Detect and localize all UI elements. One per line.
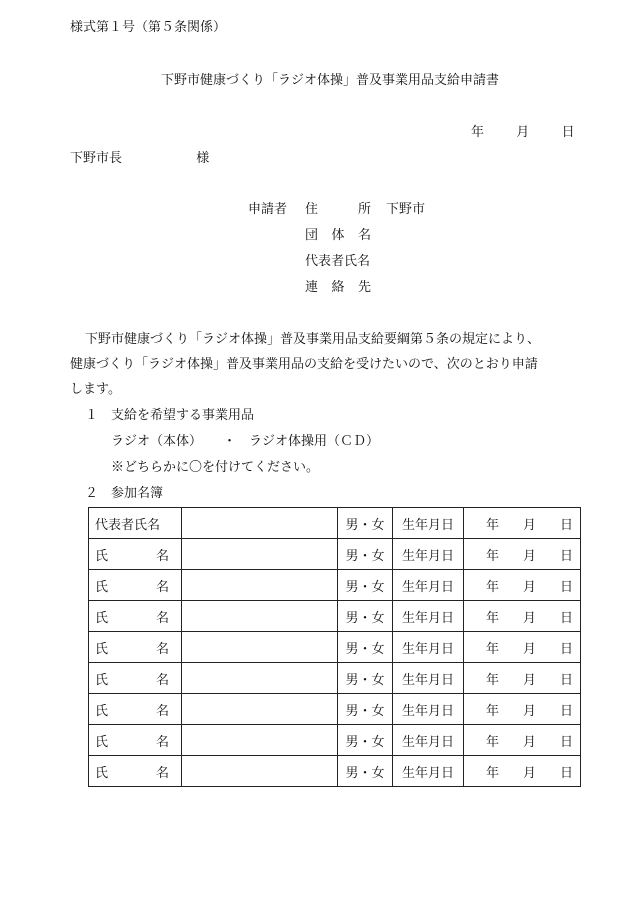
birthdate-entry-field[interactable] — [464, 632, 581, 663]
name-entry-field[interactable] — [182, 663, 338, 694]
section2-heading: 参加名簿 — [111, 486, 164, 501]
date-year-label: 年 — [485, 641, 499, 657]
date-day-label: 日 — [559, 610, 573, 626]
name-label: 氏 名 — [89, 756, 182, 787]
name-label: 氏 名 — [89, 601, 182, 632]
date-day-label: 日 — [559, 548, 573, 564]
birthdate-label: 生年月日 — [393, 756, 464, 787]
birthdate-label: 生年月日 — [393, 725, 464, 756]
date-year-label: 年 — [485, 548, 499, 564]
table-row — [89, 694, 581, 725]
sex-choice[interactable]: 男・女 — [338, 663, 393, 694]
date-day-label: 日 — [559, 641, 573, 657]
birthdate-label: 生年月日 — [393, 601, 464, 632]
date-month-label: 月 — [522, 734, 536, 750]
section2-number: ２ — [85, 486, 99, 501]
section1-number: １ — [85, 408, 99, 423]
sex-choice[interactable]: 男・女 — [338, 725, 393, 756]
contact-label: 連 絡 先 — [305, 280, 371, 295]
section1-heading: 支給を希望する事業用品 — [111, 408, 255, 423]
date-day-label: 日 — [559, 579, 573, 595]
name-label: 氏 名 — [89, 663, 182, 694]
table-row — [89, 632, 581, 663]
date-month: 月 — [516, 125, 530, 140]
address-label: 住 所 — [305, 202, 371, 217]
date-year: 年 — [471, 125, 485, 140]
option-separator: ・ — [223, 434, 237, 449]
date-month-label: 月 — [522, 548, 536, 564]
birthdate-entry-field[interactable] — [464, 570, 581, 601]
date-year-label: 年 — [485, 610, 499, 626]
birthdate-label: 生年月日 — [393, 508, 464, 539]
name-label: 氏 名 — [89, 632, 182, 663]
name-entry-field[interactable] — [182, 725, 338, 756]
sex-choice[interactable]: 男・女 — [338, 756, 393, 787]
name-label: 氏 名 — [89, 694, 182, 725]
date-month-label: 月 — [522, 672, 536, 688]
name-entry-field[interactable] — [182, 570, 338, 601]
sex-choice[interactable]: 男・女 — [338, 570, 393, 601]
table-row — [89, 725, 581, 756]
table-row — [89, 570, 581, 601]
name-entry-field[interactable] — [182, 601, 338, 632]
sex-choice[interactable]: 男・女 — [338, 632, 393, 663]
group-name-label: 団 体 名 — [305, 228, 371, 243]
name-entry-field[interactable] — [182, 756, 338, 787]
table-row — [89, 601, 581, 632]
date-day-label: 日 — [559, 734, 573, 750]
addressee — [70, 151, 209, 167]
date-month-label: 月 — [522, 579, 536, 595]
name-entry-field[interactable] — [182, 694, 338, 725]
name-entry-field[interactable] — [182, 539, 338, 570]
date-month-label: 月 — [522, 641, 536, 657]
date-month-label: 月 — [522, 765, 536, 781]
sex-choice[interactable]: 男・女 — [338, 601, 393, 632]
address-value: 下野市 — [386, 202, 426, 217]
form-number: 様式第１号（第５条関係） — [70, 20, 227, 35]
date-month-label: 月 — [522, 703, 536, 719]
date-day-label: 日 — [559, 517, 573, 533]
table-row — [89, 539, 581, 570]
participant-table — [88, 507, 581, 787]
document-title: 下野市健康づくり「ラジオ体操」普及事業用品支給申請書 — [161, 73, 500, 88]
applicant-label: 申請者 — [248, 202, 288, 217]
birthdate-entry-field[interactable] — [464, 539, 581, 570]
date-year-label: 年 — [485, 734, 499, 750]
name-label: 氏 名 — [89, 570, 182, 601]
date-day-label: 日 — [559, 765, 573, 781]
birthdate-entry-field[interactable] — [464, 601, 581, 632]
date-year-label: 年 — [485, 672, 499, 688]
date-year-label: 年 — [485, 517, 499, 533]
birthdate-label: 生年月日 — [393, 663, 464, 694]
body-line-2: 健康づくり「ラジオ体操」普及事業用品の支給を受けたいので、次のとおり申請 — [70, 357, 538, 372]
option-radio-cd: ラジオ体操用（ＣＤ） — [249, 434, 380, 449]
name-entry-field[interactable] — [182, 508, 338, 539]
rep-name-label: 代表者氏名 — [89, 508, 182, 539]
table-row — [89, 756, 581, 787]
birthdate-entry-field[interactable] — [464, 663, 581, 694]
date-line — [471, 125, 575, 141]
date-year-label: 年 — [485, 703, 499, 719]
birthdate-label: 生年月日 — [393, 632, 464, 663]
date-day: 日 — [561, 125, 575, 140]
table-row — [89, 663, 581, 694]
section1-note: ※どちらかに〇を付けてください。 — [111, 460, 320, 475]
name-label: 氏 名 — [89, 539, 182, 570]
date-year-label: 年 — [485, 579, 499, 595]
birthdate-label: 生年月日 — [393, 539, 464, 570]
name-entry-field[interactable] — [182, 632, 338, 663]
date-day-label: 日 — [559, 672, 573, 688]
sex-choice[interactable]: 男・女 — [338, 508, 393, 539]
sex-choice[interactable]: 男・女 — [338, 539, 393, 570]
birthdate-entry-field[interactable] — [464, 725, 581, 756]
table-row-representative — [89, 508, 581, 539]
birthdate-label: 生年月日 — [393, 570, 464, 601]
body-line-1: 下野市健康づくり「ラジオ体操」普及事業用品支給要綱第５条の規定により、 — [85, 332, 541, 347]
birthdate-entry-field[interactable] — [464, 694, 581, 725]
birthdate-entry-field[interactable] — [464, 508, 581, 539]
date-day-label: 日 — [559, 703, 573, 719]
body-line-3: します。 — [70, 382, 121, 397]
representative-label: 代表者氏名 — [305, 254, 371, 269]
addressee-honorific: 様 — [196, 151, 210, 166]
birthdate-label: 生年月日 — [393, 694, 464, 725]
date-year-label: 年 — [485, 765, 499, 781]
birthdate-entry-field[interactable] — [464, 756, 581, 787]
date-month-label: 月 — [522, 517, 536, 533]
option-radio-body: ラジオ（本体） — [111, 434, 203, 449]
name-label: 氏 名 — [89, 725, 182, 756]
addressee-name: 下野市長 — [70, 151, 123, 166]
date-month-label: 月 — [522, 610, 536, 626]
sex-choice[interactable]: 男・女 — [338, 694, 393, 725]
